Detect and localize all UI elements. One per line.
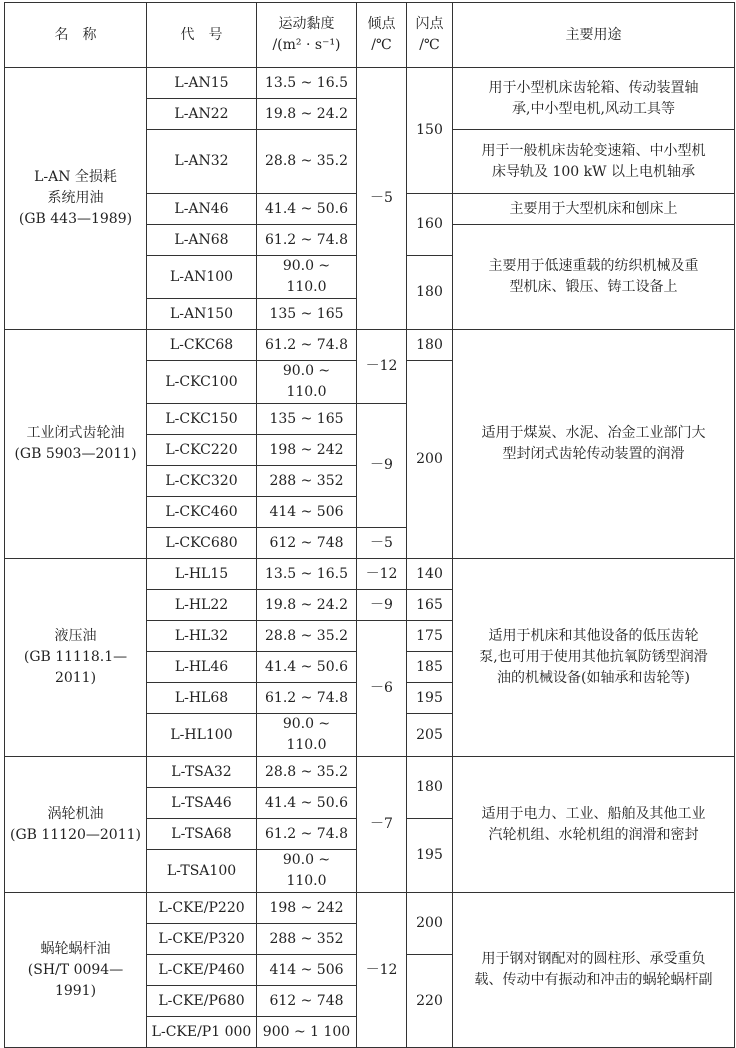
pour-cell: －12 (357, 893, 407, 1048)
header-flash-point (407, 3, 453, 68)
viscosity-cell: 28.8 ~ 35.2 (257, 757, 357, 788)
table-row (5, 330, 735, 361)
usage-line: 主要用于低速重载的纺织机械及重 (488, 258, 699, 274)
flash-cell: 180 (407, 330, 453, 361)
table-row (5, 893, 735, 924)
usage-line: 泵,也可用于使用其他抗氧防锈型润滑 (479, 649, 708, 665)
usage-line: 用于一般机床齿轮变速箱、中小型机 (481, 142, 706, 159)
group-name-line: 系统用油 (47, 190, 104, 206)
table-row (5, 68, 735, 99)
group-name-line: (GB 443—1989) (18, 211, 133, 227)
code-cell: L-TSA68 (147, 819, 257, 850)
code-cell: L-HL100 (147, 714, 257, 757)
header-pour-line2: /℃ (371, 37, 392, 53)
viscosity-cell: 61.2 ~ 74.8 (257, 330, 357, 361)
pour-cell: －12 (357, 559, 407, 590)
flash-cell: 200 (407, 361, 453, 559)
viscosity-cell: 41.4 ~ 50.6 (257, 194, 357, 225)
usage-line: 载、传动中有振动和冲击的蜗轮蜗杆副 (474, 972, 713, 988)
header-code: 代 号 (147, 3, 257, 68)
usage-cell (453, 68, 735, 130)
header-viscosity (257, 3, 357, 68)
code-cell: L-TSA32 (147, 757, 257, 788)
code-cell: L-HL32 (147, 621, 257, 652)
header-flash-line2: /℃ (419, 37, 440, 53)
code-cell: L-CKE/P320 (147, 924, 257, 955)
viscosity-cell: 13.5 ~ 16.5 (257, 68, 357, 99)
viscosity-cell: 198 ~ 242 (257, 893, 357, 924)
usage-cell (453, 194, 735, 225)
usage-line: 承,中小型电机,风动工具等 (512, 100, 675, 117)
group-name-line: (SH/T 0094—1991) (27, 961, 124, 999)
code-cell: L-AN68 (147, 225, 257, 256)
pour-cell: －6 (357, 621, 407, 757)
group-name-line: 工业闭式齿轮油 (26, 425, 125, 441)
code-cell: L-AN46 (147, 194, 257, 225)
flash-cell: 150 (407, 68, 453, 194)
code-cell: L-CKE/P680 (147, 986, 257, 1017)
code-cell: L-AN150 (147, 299, 257, 330)
viscosity-cell: 612 ~ 748 (257, 528, 357, 559)
table-row (5, 559, 735, 590)
viscosity-cell: 414 ~ 506 (257, 955, 357, 986)
usage-cell (453, 330, 735, 559)
viscosity-cell: 414 ~ 506 (257, 497, 357, 528)
group-name-line: 涡轮机油 (47, 805, 104, 822)
code-cell: L-CKC150 (147, 404, 257, 435)
code-cell: L-CKE/P460 (147, 955, 257, 986)
flash-cell: 140 (407, 559, 453, 590)
code-cell: L-CKE/P1 000 (147, 1017, 257, 1048)
usage-cell (453, 893, 735, 1048)
code-cell: L-AN32 (147, 130, 257, 194)
code-cell: L-AN15 (147, 68, 257, 99)
code-cell: L-TSA46 (147, 788, 257, 819)
header-row (5, 3, 735, 68)
usage-line: 适用于电力、工业、船舶及其他工业 (481, 805, 706, 822)
group-name-line: (GB 11118.1—2011) (23, 649, 128, 686)
usage-cell (453, 130, 735, 194)
viscosity-cell: 288 ~ 352 (257, 466, 357, 497)
code-cell: L-HL15 (147, 559, 257, 590)
flash-cell: 195 (407, 819, 453, 893)
viscosity-cell: 90.0 ~ 110.0 (257, 850, 357, 893)
flash-cell: 160 (407, 194, 453, 256)
group-name-cke (5, 893, 147, 1048)
usage-line: 床导轨及 100 kW 以上电机轴承 (492, 163, 695, 180)
viscosity-cell: 288 ~ 352 (257, 924, 357, 955)
usage-cell (453, 559, 735, 757)
flash-cell: 185 (407, 652, 453, 683)
viscosity-cell: 41.4 ~ 50.6 (257, 788, 357, 819)
viscosity-cell: 41.4 ~ 50.6 (257, 652, 357, 683)
viscosity-cell: 135 ~ 165 (257, 299, 357, 330)
code-cell: L-CKC680 (147, 528, 257, 559)
group-name-tsa (5, 757, 147, 893)
header-flash-line1: 闪点 (415, 16, 444, 32)
flash-cell: 180 (407, 757, 453, 819)
group-name-an (5, 68, 147, 330)
viscosity-cell: 61.2 ~ 74.8 (257, 819, 357, 850)
pour-cell: －9 (357, 404, 407, 528)
viscosity-cell: 198 ~ 242 (257, 435, 357, 466)
flash-cell: 195 (407, 683, 453, 714)
code-cell: L-CKC220 (147, 435, 257, 466)
viscosity-cell: 90.0 ~ 110.0 (257, 256, 357, 299)
code-cell: L-AN22 (147, 99, 257, 130)
code-cell: L-CKC68 (147, 330, 257, 361)
table-row (5, 757, 735, 788)
usage-cell (453, 225, 735, 330)
header-viscosity-line2: /(m² · s⁻¹) (272, 37, 341, 53)
pour-cell: －5 (357, 68, 407, 330)
viscosity-cell: 61.2 ~ 74.8 (257, 683, 357, 714)
flash-cell: 220 (407, 955, 453, 1048)
usage-line: 主要用于大型机床和刨床上 (509, 200, 678, 217)
viscosity-cell: 19.8 ~ 24.2 (257, 99, 357, 130)
code-cell: L-CKC460 (147, 497, 257, 528)
viscosity-cell: 13.5 ~ 16.5 (257, 559, 357, 590)
pour-cell: －7 (357, 757, 407, 893)
lubricant-table (4, 2, 735, 1048)
code-cell: L-HL68 (147, 683, 257, 714)
code-cell: L-HL22 (147, 590, 257, 621)
group-name-line: 液压油 (54, 628, 97, 644)
code-cell: L-HL46 (147, 652, 257, 683)
viscosity-cell: 90.0 ~ 110.0 (257, 361, 357, 404)
header-pour-point (357, 3, 407, 68)
usage-line: 用于钢对钢配对的圆柱形、承受重负 (481, 951, 706, 967)
usage-cell (453, 757, 735, 893)
code-cell: L-CKC100 (147, 361, 257, 404)
group-name-line: (GB 5903—2011) (14, 446, 137, 462)
viscosity-cell: 135 ~ 165 (257, 404, 357, 435)
code-cell: L-CKE/P220 (147, 893, 257, 924)
usage-line: 适用于机床和其他设备的低压齿轮 (488, 628, 699, 644)
group-name-line: (GB 11120—2011) (9, 826, 141, 843)
pour-cell: －9 (357, 590, 407, 621)
viscosity-cell: 61.2 ~ 74.8 (257, 225, 357, 256)
group-name-line: 蜗轮蜗杆油 (40, 940, 111, 957)
usage-line: 型封闭式齿轮传动装置的润滑 (502, 446, 685, 462)
usage-line: 适用于煤炭、水泥、冶金工业部门大 (481, 425, 706, 441)
code-cell: L-TSA100 (147, 850, 257, 893)
viscosity-cell: 900 ~ 1 100 (257, 1017, 357, 1048)
flash-cell: 165 (407, 590, 453, 621)
flash-cell: 175 (407, 621, 453, 652)
flash-cell: 200 (407, 893, 453, 955)
usage-line: 型机床、锻压、铸工设备上 (509, 279, 678, 295)
viscosity-cell: 19.8 ~ 24.2 (257, 590, 357, 621)
viscosity-cell: 612 ~ 748 (257, 986, 357, 1017)
code-cell: L-AN100 (147, 256, 257, 299)
header-usage: 主要用途 (453, 3, 735, 68)
viscosity-cell: 28.8 ~ 35.2 (257, 621, 357, 652)
code-cell: L-CKC320 (147, 466, 257, 497)
usage-line: 用于小型机床齿轮箱、传动装置轴 (488, 79, 699, 96)
flash-cell: 205 (407, 714, 453, 757)
usage-line: 油的机械设备(如轴承和齿轮等) (497, 670, 690, 686)
usage-line: 汽轮机组、水轮机组的润滑和密封 (488, 826, 699, 843)
header-viscosity-line1: 运动黏度 (278, 16, 335, 32)
flash-cell: 180 (407, 256, 453, 330)
viscosity-cell: 28.8 ~ 35.2 (257, 130, 357, 194)
group-name-ckc (5, 330, 147, 559)
header-pour-line1: 倾点 (367, 16, 396, 32)
group-name-line: L-AN 全损耗 (34, 169, 117, 185)
pour-cell: －12 (357, 330, 407, 404)
group-name-hl (5, 559, 147, 757)
pour-cell: －5 (357, 528, 407, 559)
viscosity-cell: 90.0 ~ 110.0 (257, 714, 357, 757)
header-name: 名 称 (5, 3, 147, 68)
